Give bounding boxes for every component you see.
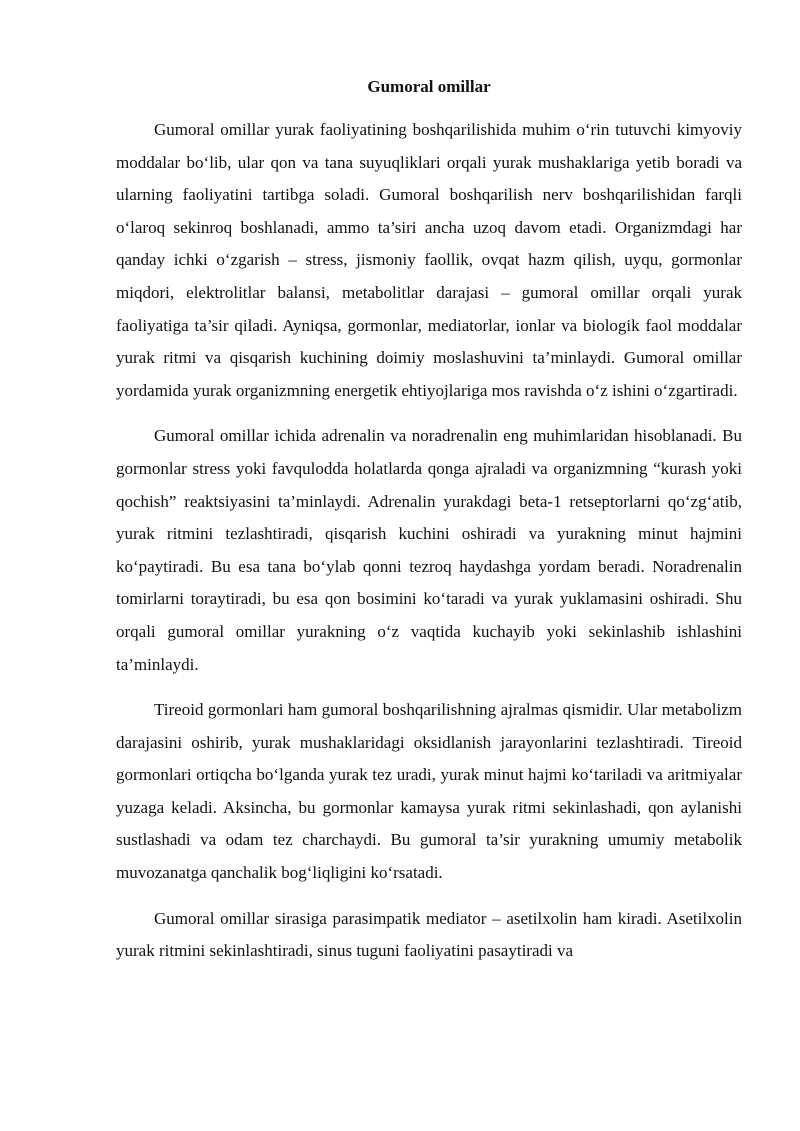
paragraph-adrenaline: Gumoral omillar ichida adrenalin va noradrenalin eng muhimlaridan hisoblanadi. Bu gormonlar stress yoki favqulodda holatlarda qonga ajraladi va organizmning “kurash yoki qochish” reaktsiyasini ta’minlaydi. Adrenalin yurakdagi beta-1 retseptorlarni qo‘zg‘atib, yurak ritmini tezlashtiradi, qisqarish kuchini oshiradi va yurakning minut hajmini ko‘paytiradi. Bu esa tana bo‘ylab qonni tezroq haydashga yordam beradi. Noradrenalin tomirlarni toraytiradi, bu esa qon bosimini ko‘taradi va yurak yuklamasini oshiradi. Shu orqali gumoral omillar yurakning o‘z vaqtida kuchayib yoki sekinlashib ishlashini ta’minlaydi.: [116, 426, 742, 674]
paragraph-acetylcholine: Gumoral omillar sirasiga parasimpatik mediator – asetilxolin ham kiradi. Asetilxolin yurak ritmini sekinlashtiradi, sinus tuguni faoliyatini pasaytiradi va: [116, 908, 742, 961]
paragraph-intro: Gumoral omillar yurak faoliyatining boshqarilishida muhim o‘rin tutuvchi kimyoviy moddalar bo‘lib, ular qon va tana suyuqliklari orqali yurak mushaklariga yetib boradi va ularning faoliyatini tartibga soladi. Gumoral boshqarilish nerv boshqarilishidan farqli o‘laroq sekinroq boshlanadi, ammo ta’siri ancha uzoq davom etadi. Organizmdagi har qanday ichki o‘zgarish – stress, jismoniy faollik, ovqat hazm qilish, uyqu, gormonlar miqdori, elektrolitlar balansi, metabolitlar darajasi – gumoral omillar orqali yurak faoliyatiga ta’sir qiladi. Ayniqsa, gormonlar, mediatorlar, ionlar va biologik faol moddalar yurak ritmi va qisqarish kuchining doimiy moslashuvini ta’minlaydi. Gumoral omillar yordamida yurak organizmning energetik ehtiyojlariga mos ravishda o‘z ishini o‘zgartiradi.: [116, 120, 742, 400]
document-body: [116, 74, 742, 981]
document-title: Gumoral omillar: [367, 77, 491, 96]
paragraph-thyroid: Tireoid gormonlari ham gumoral boshqarilishning ajralmas qismidir. Ular metabolizm darajasini oshirib, yurak mushaklaridagi oksidlanish jarayonlarini tezlashtiradi. Tireoid gormonlari ortiqcha bo‘lganda yurak tez uradi, yurak minut hajmi ko‘tariladi va aritmiyalar yuzaga keladi. Aksincha, bu gormonlar kamaysa yurak ritmi sekinlashadi, qon aylanishi sustlashadi va odam tez charchaydi. Bu gumoral ta’sir yurakning umumiy metabolik muvozanatga qanchalik bog‘liqligini ko‘rsatadi.: [116, 700, 742, 883]
